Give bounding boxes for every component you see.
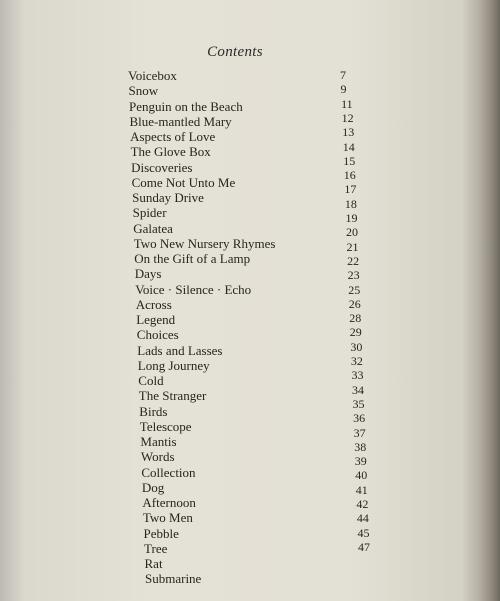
entry-title: Penguin on the Beach [129,98,243,114]
entry-page-number: 26 [348,296,361,311]
entry-page-number: 22 [347,253,360,268]
entry-page-number: 21 [346,239,359,254]
entry-title: Legend [136,312,176,327]
entry-title: The Glove Box [130,144,211,160]
entry-page-number: 45 [357,525,370,540]
entry-page-number: 11 [341,96,353,111]
entry-title: Sunday Drive [132,190,204,205]
entry-page-number: 34 [352,382,364,397]
entry-title: Two New Nursery Rhymes [133,235,276,251]
entry-page-number: 39 [354,454,367,469]
entry-title: Cold [138,373,164,388]
entry-page-number: 13 [342,125,355,140]
entry-title: Snow [128,83,159,99]
entry-page-number: 35 [352,396,365,411]
contents-heading: Contents [207,44,263,60]
entry-page-number: 33 [351,368,364,383]
entry-page-number: 14 [342,139,355,154]
entry-page-number: 37 [353,425,366,440]
entry-title: The Stranger [138,388,207,404]
entry-page-number: 47 [358,539,370,554]
entry-title: Discoveries [131,159,193,175]
entry-title: Choices [136,327,179,343]
entry-title: Tree [144,540,168,556]
entry-page-number: 44 [356,511,369,526]
entry-title: Submarine [145,571,202,587]
entry-page-number: 17 [344,182,357,197]
entry-title: Words [140,449,175,465]
entry-title: On the Gift of a Lamp [134,251,251,266]
entry-title: Spider [132,205,167,221]
entry-title: Mantis [140,434,177,449]
entry-page-number: 23 [347,268,360,283]
entry-title: Two Men [142,510,193,526]
entry-title: Rat [144,556,163,571]
entry-title: Telescope [139,418,192,434]
entry-page-number: 19 [345,211,358,225]
entry-page-number: 20 [346,225,358,240]
entry-page-number: 9 [340,82,347,97]
entry-page-number: 7 [340,68,346,82]
entry-page-number: 15 [343,153,356,168]
entry-page-number: 40 [355,468,368,483]
entry-title: Collection [141,464,196,480]
entry-page-number: 25 [348,282,361,297]
entry-title: Birds [139,403,168,419]
entry-page-number: 42 [356,497,369,511]
entry-page-number: 18 [344,196,357,211]
entry-title: Across [135,296,172,312]
entry-page-number: 41 [355,482,368,497]
entry-page-number: 16 [343,168,356,183]
entry-title: Voicebox [128,68,177,83]
entry-title: Afternoon [142,495,196,510]
entry-title: Dog [141,479,165,495]
entry-page-number: 12 [341,110,354,125]
entry-title: Days [134,266,162,282]
entry-title: Blue-mantled Mary [129,113,232,129]
entry-title: Voice · Silence · Echo [135,281,252,297]
entry-title: Long Journey [137,357,210,373]
entry-title: Galatea [133,220,173,236]
entry-title: Come Not Unto Me [131,174,236,190]
entry-page-number: 29 [349,325,362,340]
entry-page-number: 30 [350,339,363,354]
entry-title: Pebble [143,525,179,541]
entry-title: Lads and Lasses [137,342,223,358]
entry-page-number: 36 [353,411,366,426]
entry-page-number: 32 [350,354,363,368]
entry-page-number: 38 [354,439,367,454]
entry-page-number: 28 [349,311,362,326]
entry-title: Aspects of Love [130,129,216,144]
